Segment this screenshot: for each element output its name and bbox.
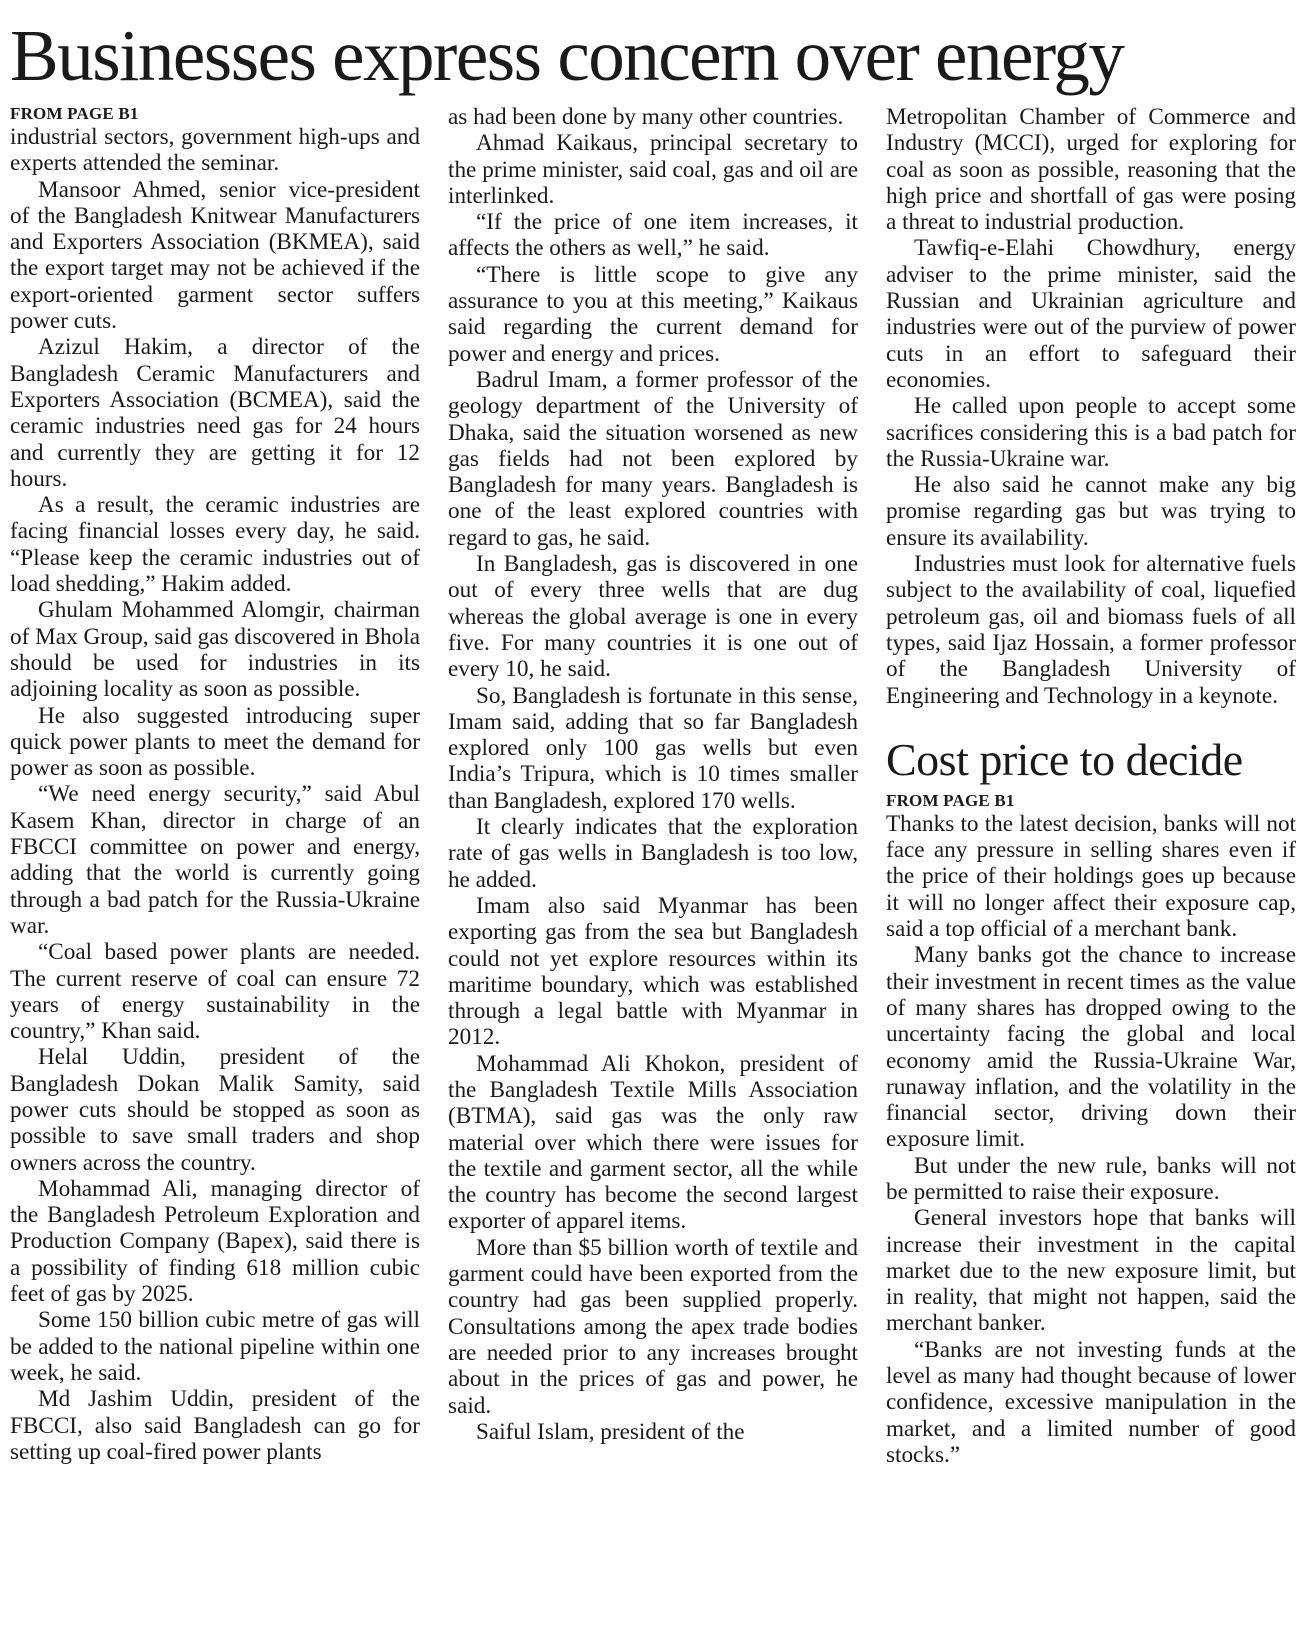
paragraph: General investors hope that banks will increase their investment in the capital market due to the new exposure limit, but in reality, that might not happen, said the merchant banker. <box>886 1205 1296 1337</box>
paragraph: Mohammad Ali Khokon, president of the Bangladesh Textile Mills Association (BTMA), said gas was the only raw material over which there were issues for the textile and garment sector, all the while the country has become the second largest exporter of apparel items. <box>448 1050 858 1235</box>
column-1 <box>10 104 420 1465</box>
paragraph: So, Bangladesh is fortunate in this sense, Imam said, adding that so far Bangladesh explored only 100 gas wells but even India’s Tripura, which is 10 times smaller than Bangladesh, explored 170 wells. <box>448 682 858 814</box>
paragraph: He called upon people to accept some sacrifices considering this is a bad patch for the Russia-Ukraine war. <box>886 393 1296 472</box>
paragraph: Mansoor Ahmed, senior vice-president of the Bangladesh Knitwear Manufacturers and Exporters Association (BKMEA), said the export target may not be achieved if the export-oriented garment sector suffers power cuts. <box>10 176 420 335</box>
paragraph: Saiful Islam, president of the <box>476 1418 745 1445</box>
paragraph: Metropolitan Chamber of Commerce and Industry (MCCI), urged for exploring for coal as soon as possible, reasoning that the high price and shortfall of gas were posing a threat to industrial production. <box>886 104 1296 236</box>
paragraph: In Bangladesh, gas is discovered in one out of every three wells that are dug whereas the global average is one in every five. For many countries it is one out of every 10, he said. <box>448 551 858 683</box>
paragraph: It clearly indicates that the exploration rate of gas wells in Bangladesh is too low, he added. <box>448 814 858 893</box>
paragraph: More than $5 billion worth of textile and garment could have been exported from the country had gas been supplied properly. Consultations among the apex trade bodies are needed prior to any increases brought about in the prices of gas and power, he said. <box>448 1234 858 1419</box>
paragraph: Tawfiq-e-Elahi Chowdhury, energy adviser to the prime minister, said the Russian and Ukrainian agriculture and industries were out of the purview of power cuts in an effort to safeguard their economies. <box>886 235 1296 393</box>
paragraph: But under the new rule, banks will not be permitted to raise their exposure. <box>886 1152 1296 1205</box>
paragraph: “We need energy security,” said Abul Kasem Khan, director in charge of an FBCCI committee on power and energy, adding that the world is currently going through a bad patch for the Russia-Ukraine war. <box>10 781 420 939</box>
paragraph: Thanks to the latest decision, banks will not face any pressure in selling shares even if the price of their holdings goes up because it will no longer affect their exposure cap, said a top official of a merchant bank. <box>886 810 1296 943</box>
paragraph: Many banks got the chance to increase their investment in recent times as the value of many shares has dropped owing to the uncertainty facing the global and local economy amid the Russia-Ukraine War, runaway inflation, and the volatility in the financial sector, driving down their exposure limit. <box>886 942 1296 1153</box>
from-page-label: FROM PAGE B1 <box>10 104 139 123</box>
paragraph: Badrul Imam, a former professor of the geology department of the University of Dhaka, said the situation worsened as new gas fields had not been explored by Bangladesh for many years. Bangladesh is one of the least explored countries with regard to gas, he said. <box>448 366 858 551</box>
paragraph: “Banks are not investing funds at the level as many had thought because of lower confidence, excessive manipulation in the market, and a limited number of good stocks.” <box>886 1336 1296 1468</box>
paragraph: Some 150 billion cubic metre of gas will be added to the national pipeline within one week, he said. <box>10 1307 420 1386</box>
paragraph: Md Jashim Uddin, president of the FBCCI, also said Bangladesh can go for setting up coal-fired power plants <box>10 1386 420 1465</box>
paragraph: He also suggested introducing super quick power plants to meet the demand for power as soon as possible. <box>10 702 420 782</box>
column-3 <box>886 104 1296 1468</box>
paragraph: “If the price of one item increases, it affects the others as well,” he said. <box>448 209 858 262</box>
story2-headline: Cost price to decide <box>886 733 1243 785</box>
paragraph: “Coal based power plants are needed. The current reserve of coal can ensure 72 years of energy sustainability in the country,” Khan said. <box>10 939 420 1045</box>
paragraph: Industries must look for alternative fuels subject to the availability of coal, liquefied petroleum gas, oil and biomass fuels of all types, said Ijaz Hossain, a former professor of the Bangladesh University of Engineering and Technology in a keynote. <box>886 551 1296 709</box>
paragraph: “There is little scope to give any assurance to you at this meeting,” Kaikaus said regarding the current demand for power and energy and prices. <box>448 261 858 367</box>
paragraph: industrial sectors, government high-ups and experts attended the seminar. <box>10 124 420 177</box>
paragraph: Imam also said Myanmar has been exporting gas from the sea but Bangladesh could not yet explore resources within its maritime boundary, which was established through a legal battle with Myanmar in 2012. <box>448 892 858 1051</box>
column-2 <box>448 104 858 1445</box>
paragraph: Azizul Hakim, a director of the Bangladesh Ceramic Manufacturers and Exporters Association (BCMEA), said the ceramic industries need gas for 24 hours and currently they are getting it for 12 hours. <box>10 334 420 492</box>
paragraph: As a result, the ceramic industries are facing financial losses every day, he said. “Please keep the ceramic industries out of load shedding,” Hakim added. <box>10 492 420 598</box>
paragraph: Helal Uddin, president of the Bangladesh Dokan Malik Samity, said power cuts should be stopped as soon as possible to save small traders and shop owners across the country. <box>10 1044 420 1176</box>
from-page-label: FROM PAGE B1 <box>886 790 1015 810</box>
paragraph: as had been done by many other countries. <box>448 104 844 130</box>
paragraph: Ghulam Mohammed Alomgir, chairman of Max Group, said gas discovered in Bhola should be used for industries in its adjoining locality as soon as possible. <box>10 597 420 703</box>
headline: Businesses express concern over energy <box>10 15 1124 96</box>
paragraph: He also said he cannot make any big promise regarding gas but was trying to ensure its availability. <box>886 472 1296 551</box>
paragraph: Ahmad Kaikaus, principal secretary to the prime minister, said coal, gas and oil are interlinked. <box>448 130 858 209</box>
paragraph: Mohammad Ali, managing director of the Bangladesh Petroleum Exploration and Production Company (Bapex), said there is a possibility of finding 618 million cubic feet of gas by 2025. <box>10 1175 420 1308</box>
